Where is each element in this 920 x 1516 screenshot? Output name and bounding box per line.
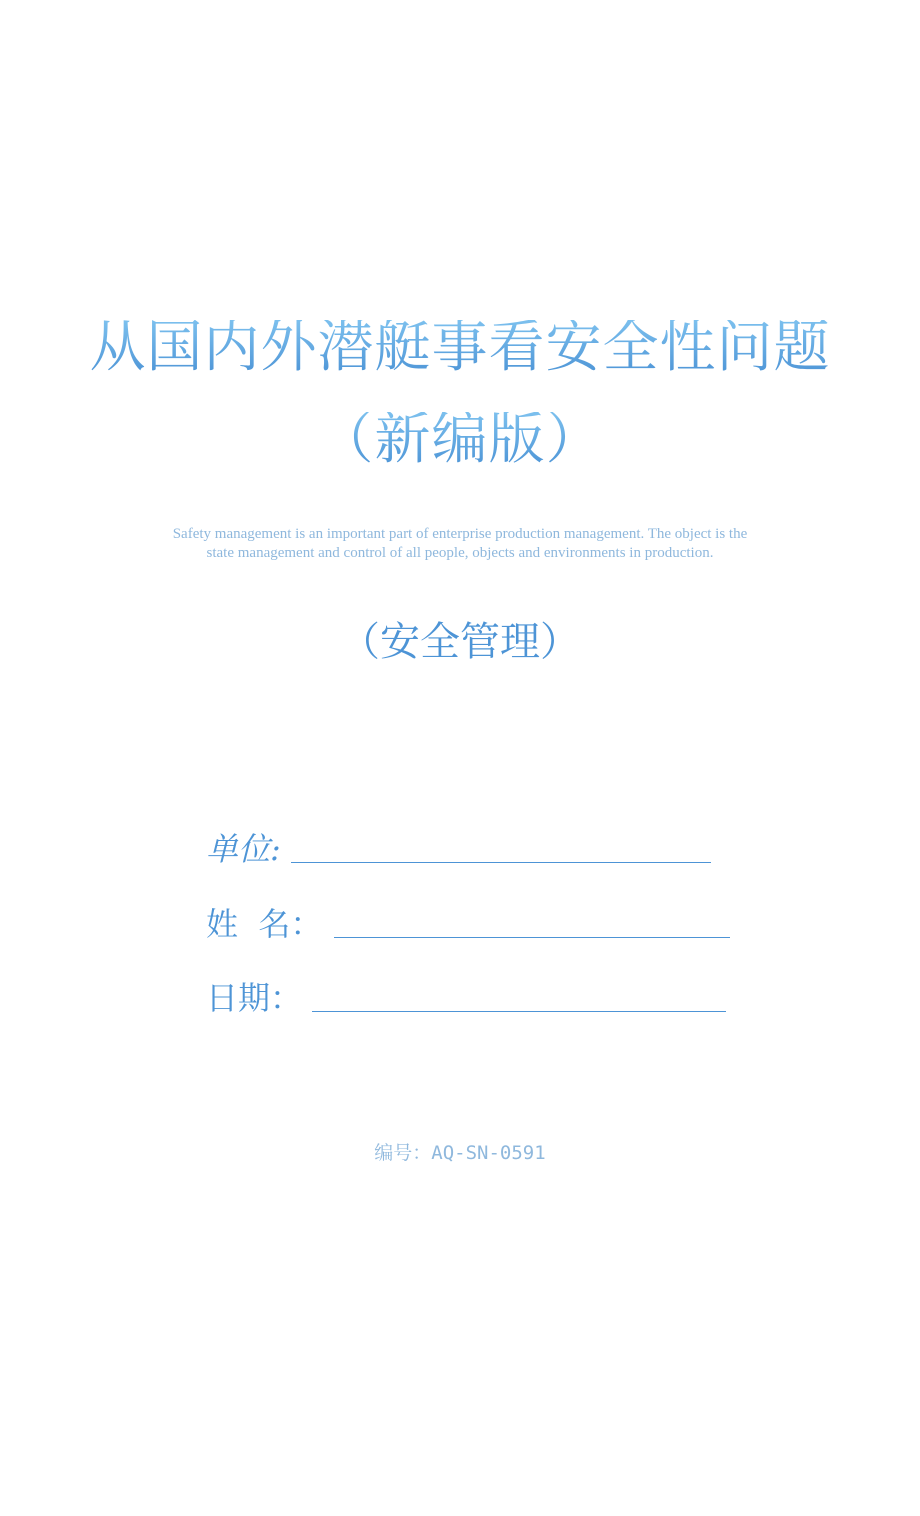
document-serial-number: 编号：AQ-SN-0591 [374, 1142, 546, 1164]
unit-label: 单位: [206, 830, 281, 868]
date-field [206, 979, 726, 1017]
document-category: （安全管理） [340, 619, 580, 665]
name-label: 姓 名： [206, 905, 323, 943]
date-input-line[interactable] [312, 1010, 726, 1012]
document-title-line-2: （新编版） [0, 412, 920, 468]
name-input-line[interactable] [334, 936, 730, 938]
document-title-line-1: 从国内外潜艇事看安全性问题 [0, 320, 920, 376]
unit-input-line[interactable] [291, 861, 711, 863]
name-field [206, 905, 730, 943]
unit-field [206, 830, 711, 868]
subtitle-line-2: state management and control of all people, objects and environments in production. [206, 545, 714, 561]
subtitle-line-1: Safety management is an important part of enterprise production management. The object is the [172, 526, 748, 542]
date-label: 日期： [206, 979, 303, 1017]
document-subtitle [100, 525, 820, 563]
